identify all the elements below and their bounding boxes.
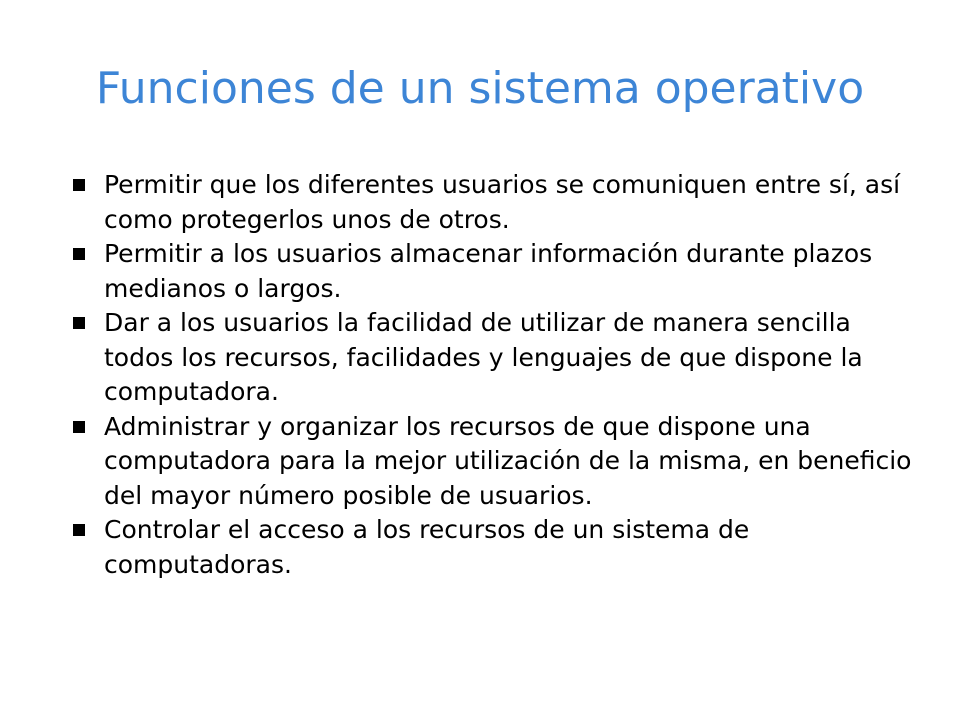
bullet-item-4 bbox=[73, 410, 913, 514]
square-bullet-icon bbox=[73, 317, 85, 329]
slide-title: Funciones de un sistema operativo bbox=[95, 63, 865, 114]
bullet-text-5: Controlar el acceso a los recursos de un sistema de computadoras. bbox=[104, 515, 750, 579]
bullet-text-4: Administrar y organizar los recursos de que dispone una computadora para la mejor utilización de la misma, en beneficio del mayor número posible de usuarios. bbox=[104, 411, 912, 510]
square-bullet-icon bbox=[73, 421, 85, 433]
bullet-item-1 bbox=[73, 168, 913, 237]
bullet-text-2: Permitir a los usuarios almacenar información durante plazos medianos o largos. bbox=[104, 239, 873, 303]
bullet-text-3: Dar a los usuarios la facilidad de utilizar de manera sencilla todos los recursos, facilidades y lenguajes de que dispone la computadora. bbox=[104, 308, 863, 406]
bullet-item-2 bbox=[73, 237, 913, 306]
bullet-item-5 bbox=[73, 513, 913, 582]
square-bullet-icon bbox=[73, 524, 85, 536]
bullet-text-1: Permitir que los diferentes usuarios se comuniquen entre sí, así como protegerlos unos de otros. bbox=[104, 170, 901, 234]
bullet-list bbox=[73, 168, 913, 582]
bullet-item-3 bbox=[73, 306, 913, 410]
square-bullet-icon bbox=[73, 179, 85, 191]
square-bullet-icon bbox=[73, 248, 85, 260]
